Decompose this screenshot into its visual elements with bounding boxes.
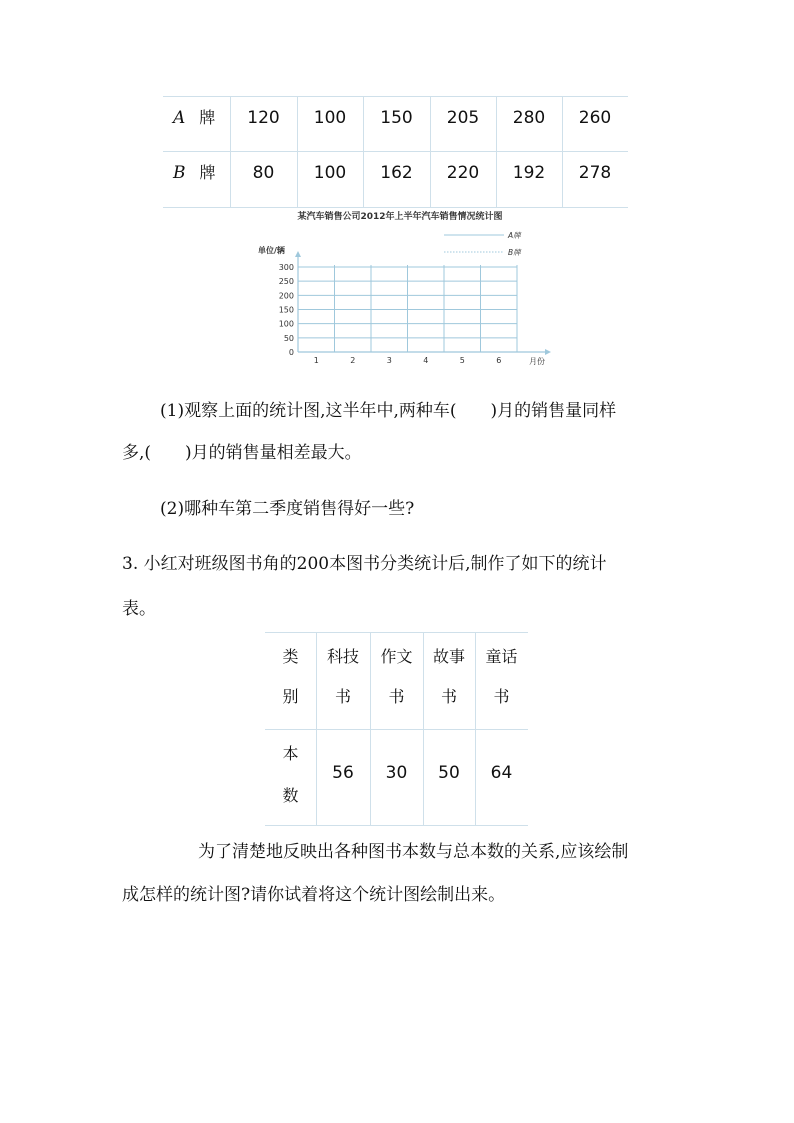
x-tick-label: 3 <box>386 356 392 365</box>
table-cell: 100 <box>313 163 347 183</box>
chart-canvas <box>250 222 580 368</box>
y-axis-label: 单位/辆 <box>258 246 285 255</box>
category-name: 作文 <box>380 647 413 666</box>
table-cell: 162 <box>380 163 413 183</box>
table-cell: 192 <box>512 163 546 183</box>
table-cell: 120 <box>247 108 280 128</box>
sales-data-table <box>163 96 628 206</box>
row-label <box>163 97 238 152</box>
row-label-top: 本 <box>282 744 299 763</box>
category-name-suffix: 书 <box>334 687 351 706</box>
book-category-table <box>265 632 528 826</box>
table-cell: 220 <box>446 163 480 183</box>
table-cell: 278 <box>578 163 612 183</box>
x-tick-label: 6 <box>496 356 502 365</box>
table-cell: 100 <box>313 108 347 128</box>
x-tick-label: 5 <box>459 356 465 365</box>
table-cell: 260 <box>578 108 612 128</box>
category-name-suffix: 书 <box>440 687 457 706</box>
table-row-a <box>163 96 628 152</box>
category-name-suffix: 书 <box>388 687 405 706</box>
x-tick-label: 4 <box>423 356 429 365</box>
book-count: 56 <box>332 763 354 783</box>
table-cell: 80 <box>252 163 275 183</box>
y-tick-label: 50 <box>283 333 294 343</box>
header-label-bottom: 别 <box>282 687 299 706</box>
brand-letter: B <box>173 163 186 183</box>
y-tick-label: 150 <box>278 305 294 315</box>
brand-letter: A <box>173 108 186 128</box>
legend-label: A牌 <box>508 231 521 240</box>
y-axis-arrow <box>295 251 301 257</box>
x-tick-label: 1 <box>313 356 319 365</box>
category-name: 科技 <box>326 647 359 666</box>
row-label <box>163 152 238 207</box>
question-2: (2)哪种车第二季度销售得好一些? <box>160 499 415 519</box>
y-tick-label: 300 <box>278 263 294 272</box>
question-3-line-2: 表。 <box>122 599 156 619</box>
y-tick-label: 100 <box>278 319 294 329</box>
legend-label: B牌 <box>508 248 521 257</box>
table-cell: 280 <box>512 108 546 128</box>
header-label-top: 类 <box>282 647 299 666</box>
question-3-followup-line-2: 成怎样的统计图?请你试着将这个统计图绘制出来。 <box>122 885 506 905</box>
question-1-line-1: (1)观察上面的统计图,这半年中,两种车( )月的销售量同样 <box>160 401 617 421</box>
table-row-b <box>163 151 628 208</box>
table-cell: 205 <box>446 108 480 128</box>
chart-title: 某汽车销售公司2012年上半年汽车销售情况统计图 <box>297 212 503 222</box>
y-tick-label: 200 <box>278 291 294 301</box>
brand-suffix: 牌 <box>199 163 216 182</box>
category-name: 故事 <box>432 647 465 666</box>
book-count: 64 <box>490 763 513 783</box>
x-axis-label: 月份 <box>529 357 545 366</box>
x-tick-label: 2 <box>350 356 356 365</box>
table-cell: 150 <box>380 108 413 128</box>
question-1-line-2: 多,( )月的销售量相差最大。 <box>122 443 362 463</box>
brand-suffix: 牌 <box>199 108 216 127</box>
row-label-bottom: 数 <box>282 786 299 805</box>
x-axis-arrow <box>545 349 551 355</box>
question-3-line-1: 3. 小红对班级图书角的200本图书分类统计后,制作了如下的统计 <box>122 554 607 574</box>
y-tick-label: 250 <box>278 277 294 287</box>
category-name: 童话 <box>485 647 518 666</box>
book-count: 50 <box>438 763 460 783</box>
book-count: 30 <box>385 763 408 783</box>
y-tick-label: 0 <box>288 348 294 357</box>
question-3-followup-line-1: 为了清楚地反映出各种图书本数与总本数的关系,应该绘制 <box>198 842 629 862</box>
category-name-suffix: 书 <box>493 687 510 706</box>
